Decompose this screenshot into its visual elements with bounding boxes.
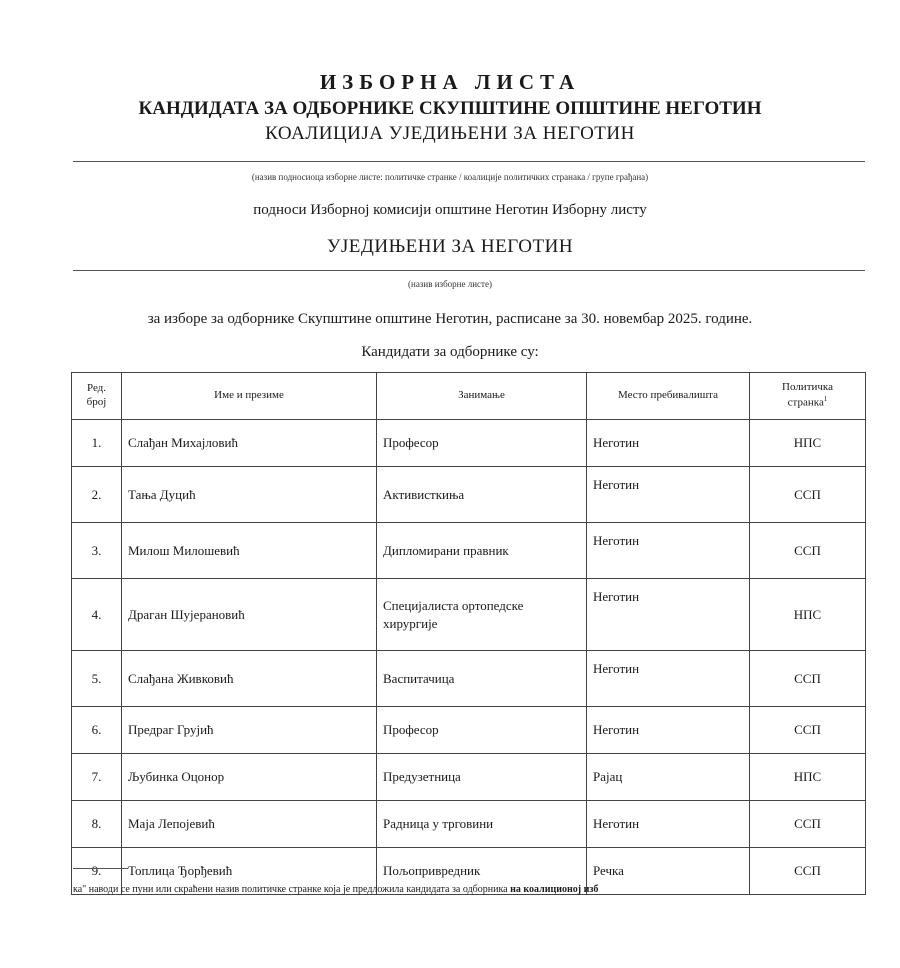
row-num: 5.: [72, 651, 122, 707]
row-party: ССП: [750, 848, 866, 895]
row-party: ССП: [750, 801, 866, 848]
table-row: [72, 579, 866, 651]
row-num: 6.: [72, 707, 122, 754]
header-party: Политичка странка$^1$: [750, 373, 866, 420]
row-name: Слађана Живковић: [122, 651, 377, 707]
row-party: НПС: [750, 420, 866, 467]
footnote: [73, 884, 865, 895]
row-residence: Неготин: [587, 707, 750, 754]
header-name: Име и презиме: [122, 373, 377, 420]
row-occupation: Васпитачица: [377, 651, 587, 707]
row-name: Милош Милошевић: [122, 523, 377, 579]
table-row: [72, 754, 866, 801]
row-name: Маја Лепојевић: [122, 801, 377, 848]
row-occupation: Активисткиња: [377, 467, 587, 523]
row-residence: Неготин: [587, 420, 750, 467]
row-occupation: Професор: [377, 707, 587, 754]
list-name-caption: (назив изборне листе): [408, 279, 492, 289]
row-name: Тања Дуцић: [122, 467, 377, 523]
coalition-name: КОАЛИЦИЈА УЈЕДИЊЕНИ ЗА НЕГОТИН: [265, 123, 635, 144]
row-party: ССП: [750, 523, 866, 579]
row-occupation: Професор: [377, 420, 587, 467]
table-row: [72, 523, 866, 579]
row-occupation: Пољопривредник: [377, 848, 587, 895]
footnote-text: ка" наводи се пуни или скраћени назив политичке странке која је предложила кандидата за одборника: [73, 884, 511, 895]
list-name-rule: [73, 270, 865, 271]
row-name: Љубинка Оцонор: [122, 754, 377, 801]
footnote-bold-text: на коалиционој изб: [510, 884, 599, 895]
submitter-rule: [73, 161, 865, 162]
row-name: Слађан Михајловић: [122, 420, 377, 467]
election-text: за изборе за одборнике Скупштине општине Неготин, расписане за 30. новембар 2025. године.: [147, 311, 753, 327]
row-num: 3.: [72, 523, 122, 579]
table-row: [72, 651, 866, 707]
row-party: НПС: [750, 579, 866, 651]
row-num: 7.: [72, 754, 122, 801]
row-party: ССП: [750, 467, 866, 523]
candidates-table: [71, 372, 866, 895]
row-residence: Неготин: [587, 801, 750, 848]
table-row: [72, 801, 866, 848]
row-occupation: Радница у трговини: [377, 801, 587, 848]
row-residence: Неготин: [587, 579, 750, 651]
row-num: 9.: [72, 848, 122, 895]
row-residence: Неготин: [587, 467, 750, 523]
row-num: 4.: [72, 579, 122, 651]
row-num: 2.: [72, 467, 122, 523]
list-name: УЈЕДИЊЕНИ ЗА НЕГОТИН: [326, 236, 574, 257]
row-residence: Неготин: [587, 523, 750, 579]
table-row: [72, 420, 866, 467]
table-header-row: [72, 373, 866, 420]
row-occupation: Специјалиста ортопедске хирургије: [377, 579, 587, 651]
header-occupation: Занимање: [377, 373, 587, 420]
table-row: [72, 707, 866, 754]
row-name: Топлица Ђорђевић: [122, 848, 377, 895]
header-residence: Место пребивалишта: [587, 373, 750, 420]
submit-text: подноси Изборној комисији општине Неготин Изборну листу: [253, 202, 647, 218]
candidates-heading: Кандидати за одборнике су:: [361, 344, 539, 360]
row-name: Предраг Грујић: [122, 707, 377, 754]
row-name: Драган Шујерановић: [122, 579, 377, 651]
row-num: 1.: [72, 420, 122, 467]
row-num: 8.: [72, 801, 122, 848]
document-subtitle: КАНДИДАТА ЗА ОДБОРНИКЕ СКУПШТИНЕ ОПШТИНЕ НЕГОТИН: [138, 98, 762, 119]
document-title: ИЗБОРНА ЛИСТА: [319, 70, 581, 94]
footnote-rule: [73, 868, 128, 869]
row-occupation: Предузетница: [377, 754, 587, 801]
row-residence: Речка: [587, 848, 750, 895]
row-party: ССП: [750, 651, 866, 707]
row-party: ССП: [750, 707, 866, 754]
submitter-caption: (назив подносиоца изборне листе: политичке странке / коалиције политичких странака / групе грађана): [251, 172, 649, 182]
table-row: [72, 467, 866, 523]
row-residence: Неготин: [587, 651, 750, 707]
row-residence: Рајац: [587, 754, 750, 801]
row-party: НПС: [750, 754, 866, 801]
row-occupation: Дипломирани правник: [377, 523, 587, 579]
header-num: Ред. број: [72, 373, 122, 420]
